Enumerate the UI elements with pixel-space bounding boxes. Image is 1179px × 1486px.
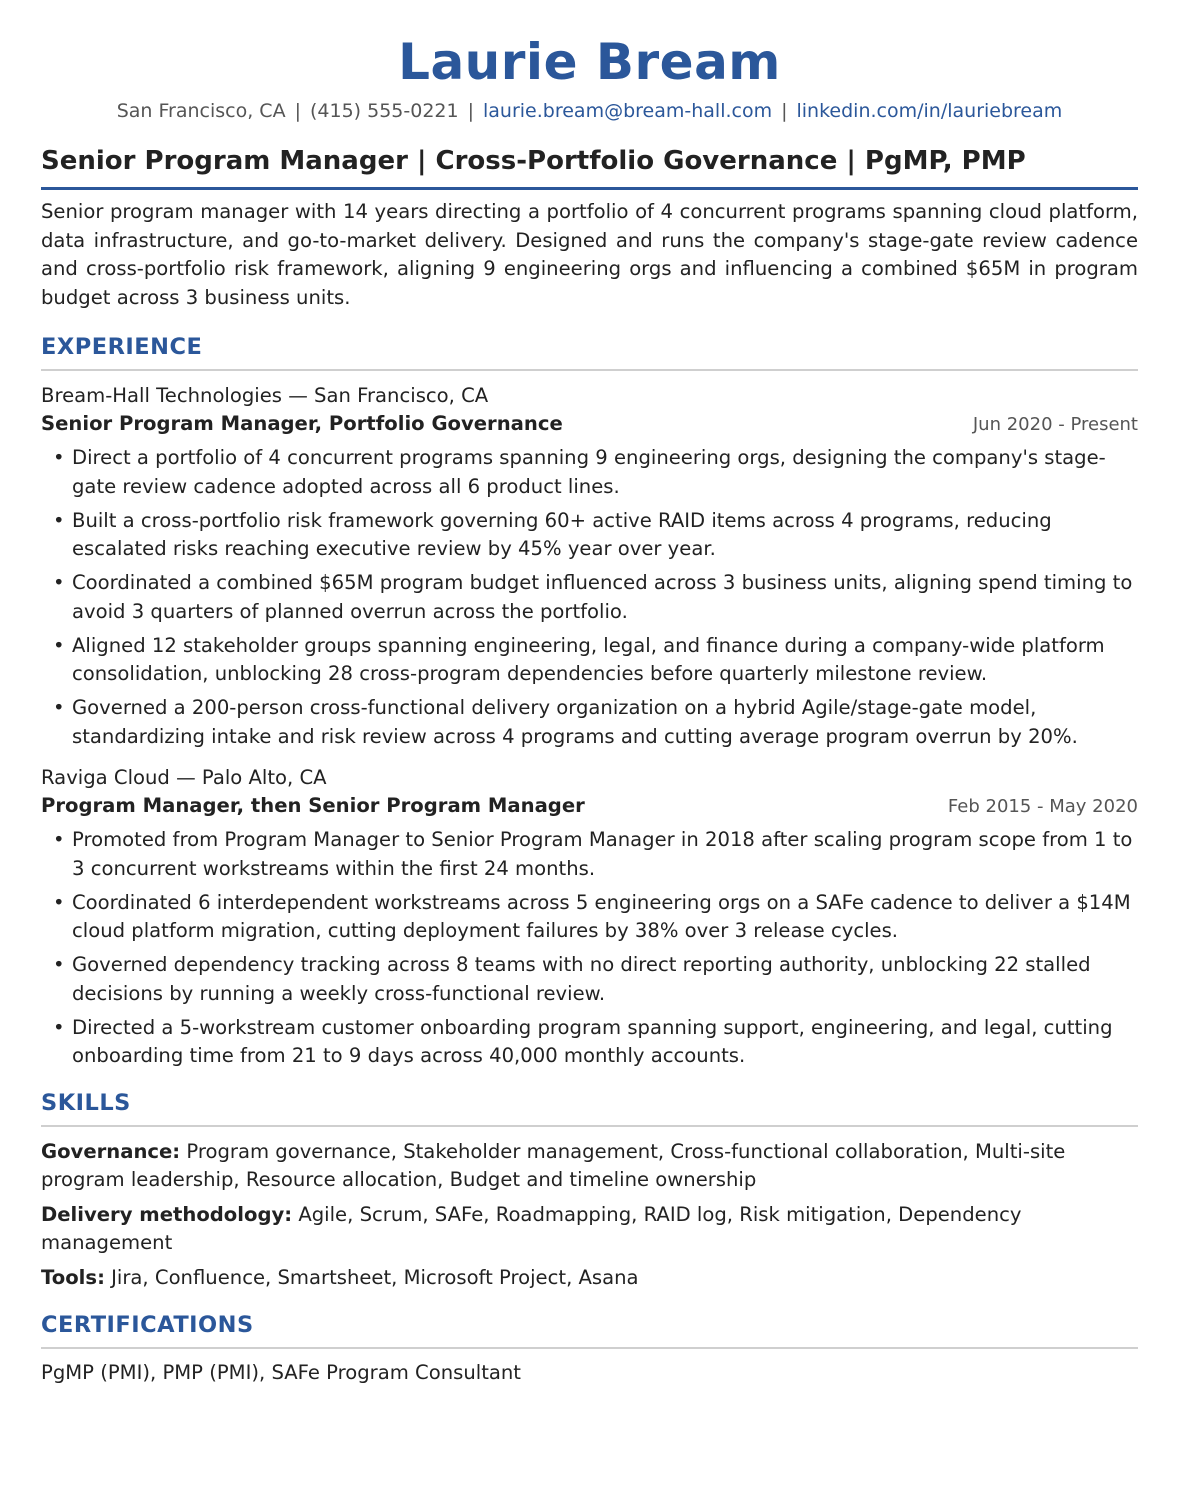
certifications-heading: CERTIFICATIONS (41, 1310, 1138, 1349)
candidate-name: Laurie Bream (398, 33, 781, 91)
job-company: Bream-Hall Technologies — San Francisco, CA (41, 384, 489, 407)
job-role: Program Manager, then Senior Program Manager (41, 794, 585, 817)
job-bullet (41, 889, 1138, 946)
job-bullet (41, 507, 1138, 564)
contact-separator: | (781, 100, 788, 122)
bullet-text: Coordinated a combined $65M program budget influenced across 3 business units, aligning spend timing to avoid 3 quarters of planned overrun across the portfolio. (72, 571, 1133, 623)
job-role-row (41, 410, 1138, 439)
bullet-text: Promoted from Program Manager to Senior Program Manager in 2018 after scaling program scope from 1 to 3 concurrent workstreams within the first 24 months. (72, 828, 1133, 880)
experience-heading: EXPERIENCE (41, 332, 1138, 371)
job-bullet (41, 1014, 1138, 1071)
bullet-icon: • (53, 1015, 65, 1039)
skill-label: Delivery methodology: (41, 1202, 293, 1226)
job-company: Raviga Cloud — Palo Alto, CA (41, 766, 327, 789)
bullet-icon: • (53, 633, 65, 657)
bullet-text: Coordinated 6 interdependent workstreams across 5 engineering orgs on a SAFe cadence to deliver a $14M cloud platform migration, cutting deployment failures by 38% over 3 release cycles. (72, 890, 1131, 942)
bullet-text: Built a cross-portfolio risk framework governing 60+ active RAID items across 4 programs, reducing escalated risks reaching executive review by 45% year over year. (72, 508, 1052, 560)
location-text: San Francisco, CA (116, 100, 286, 122)
email-link[interactable]: laurie.bream@bream-hall.com (483, 100, 773, 122)
job-entry (41, 382, 1138, 751)
job-bullet-list (41, 444, 1138, 751)
bullet-icon: • (53, 890, 65, 914)
bullet-text: Direct a portfolio of 4 concurrent programs spanning 9 engineering orgs, designing the company's stage-gate review cadence adopted across all 6 product lines. (72, 446, 1106, 498)
job-entry (41, 764, 1138, 1071)
bullet-icon: • (53, 508, 65, 532)
contact-line (41, 98, 1138, 124)
job-dates: Feb 2015 - May 2020 (947, 796, 1138, 817)
job-role-row (41, 792, 1138, 821)
bullet-text: Governed dependency tracking across 8 teams with no direct reporting authority, unblocking 22 stalled decisions by running a weekly cross-functional review. (72, 953, 1091, 1005)
skill-text: Agile, Scrum, SAFe, Roadmapping, RAID log, Risk mitigation, Dependency management (41, 1202, 1022, 1254)
job-bullet-list (41, 826, 1138, 1071)
bullet-icon: • (53, 696, 65, 719)
phone-text: (415) 555-0221 (309, 100, 459, 122)
bullet-icon: • (53, 953, 65, 976)
certifications-text: PgMP (PMI), PMP (PMI), SAFe Program Consultant (41, 1361, 521, 1384)
skill-row (41, 1201, 1138, 1258)
skill-row (41, 1264, 1138, 1293)
summary-paragraph: Senior program manager with 14 years directing a portfolio of 4 concurrent programs spanning cloud platform, data infrastructure, and go-to-market delivery. Designed and runs the company's stage-gate review cadence and cross-portfolio risk framework, aligning 9 engineering orgs and influencing a combined $65M in program budget across 3 business units. (41, 200, 1138, 309)
contact-separator: | (467, 100, 474, 122)
skill-label: Tools: (41, 1265, 105, 1289)
bullet-icon: • (53, 571, 65, 594)
job-bullet (41, 444, 1138, 501)
skill-row (41, 1138, 1138, 1195)
bullet-text: Directed a 5-workstream customer onboarding program spanning support, engineering, and legal, cutting onboarding time from 21 to 9 days across 40,000 monthly accounts. (72, 1015, 1113, 1067)
bullet-icon: • (53, 446, 65, 469)
job-dates: Jun 2020 - Present (972, 414, 1138, 435)
job-bullet (41, 632, 1138, 689)
job-bullet (41, 694, 1138, 751)
bullet-icon: • (53, 828, 65, 851)
job-bullet (41, 826, 1138, 883)
skills-heading: SKILLS (41, 1088, 1138, 1127)
contact-separator: | (294, 100, 301, 122)
skill-text: Jira, Confluence, Smartsheet, Microsoft Project, Asana (111, 1265, 639, 1289)
job-bullet (41, 951, 1138, 1008)
skill-text: Program governance, Stakeholder management, Cross-functional collaboration, Multi-site program leadership, Resource allocation, Budget and timeline ownership (41, 1139, 1066, 1191)
bullet-text: Aligned 12 stakeholder groups spanning engineering, legal, and finance during a company-wide platform consolidation, unblocking 28 cross-program dependencies before quarterly milestone review. (72, 633, 1105, 685)
linkedin-link[interactable]: linkedin.com/in/lauriebream (796, 100, 1063, 122)
bullet-text: Governed a 200-person cross-functional delivery organization on a hybrid Agile/stage-gate model, standardizing intake and risk review across 4 programs and cutting average program overrun by 20%. (72, 696, 1078, 748)
headline: Senior Program Manager | Cross-Portfolio Governance | PgMP, PMP (41, 144, 1138, 190)
skill-label: Governance: (41, 1139, 181, 1163)
job-bullet (41, 569, 1138, 626)
job-role: Senior Program Manager, Portfolio Governance (41, 412, 563, 435)
